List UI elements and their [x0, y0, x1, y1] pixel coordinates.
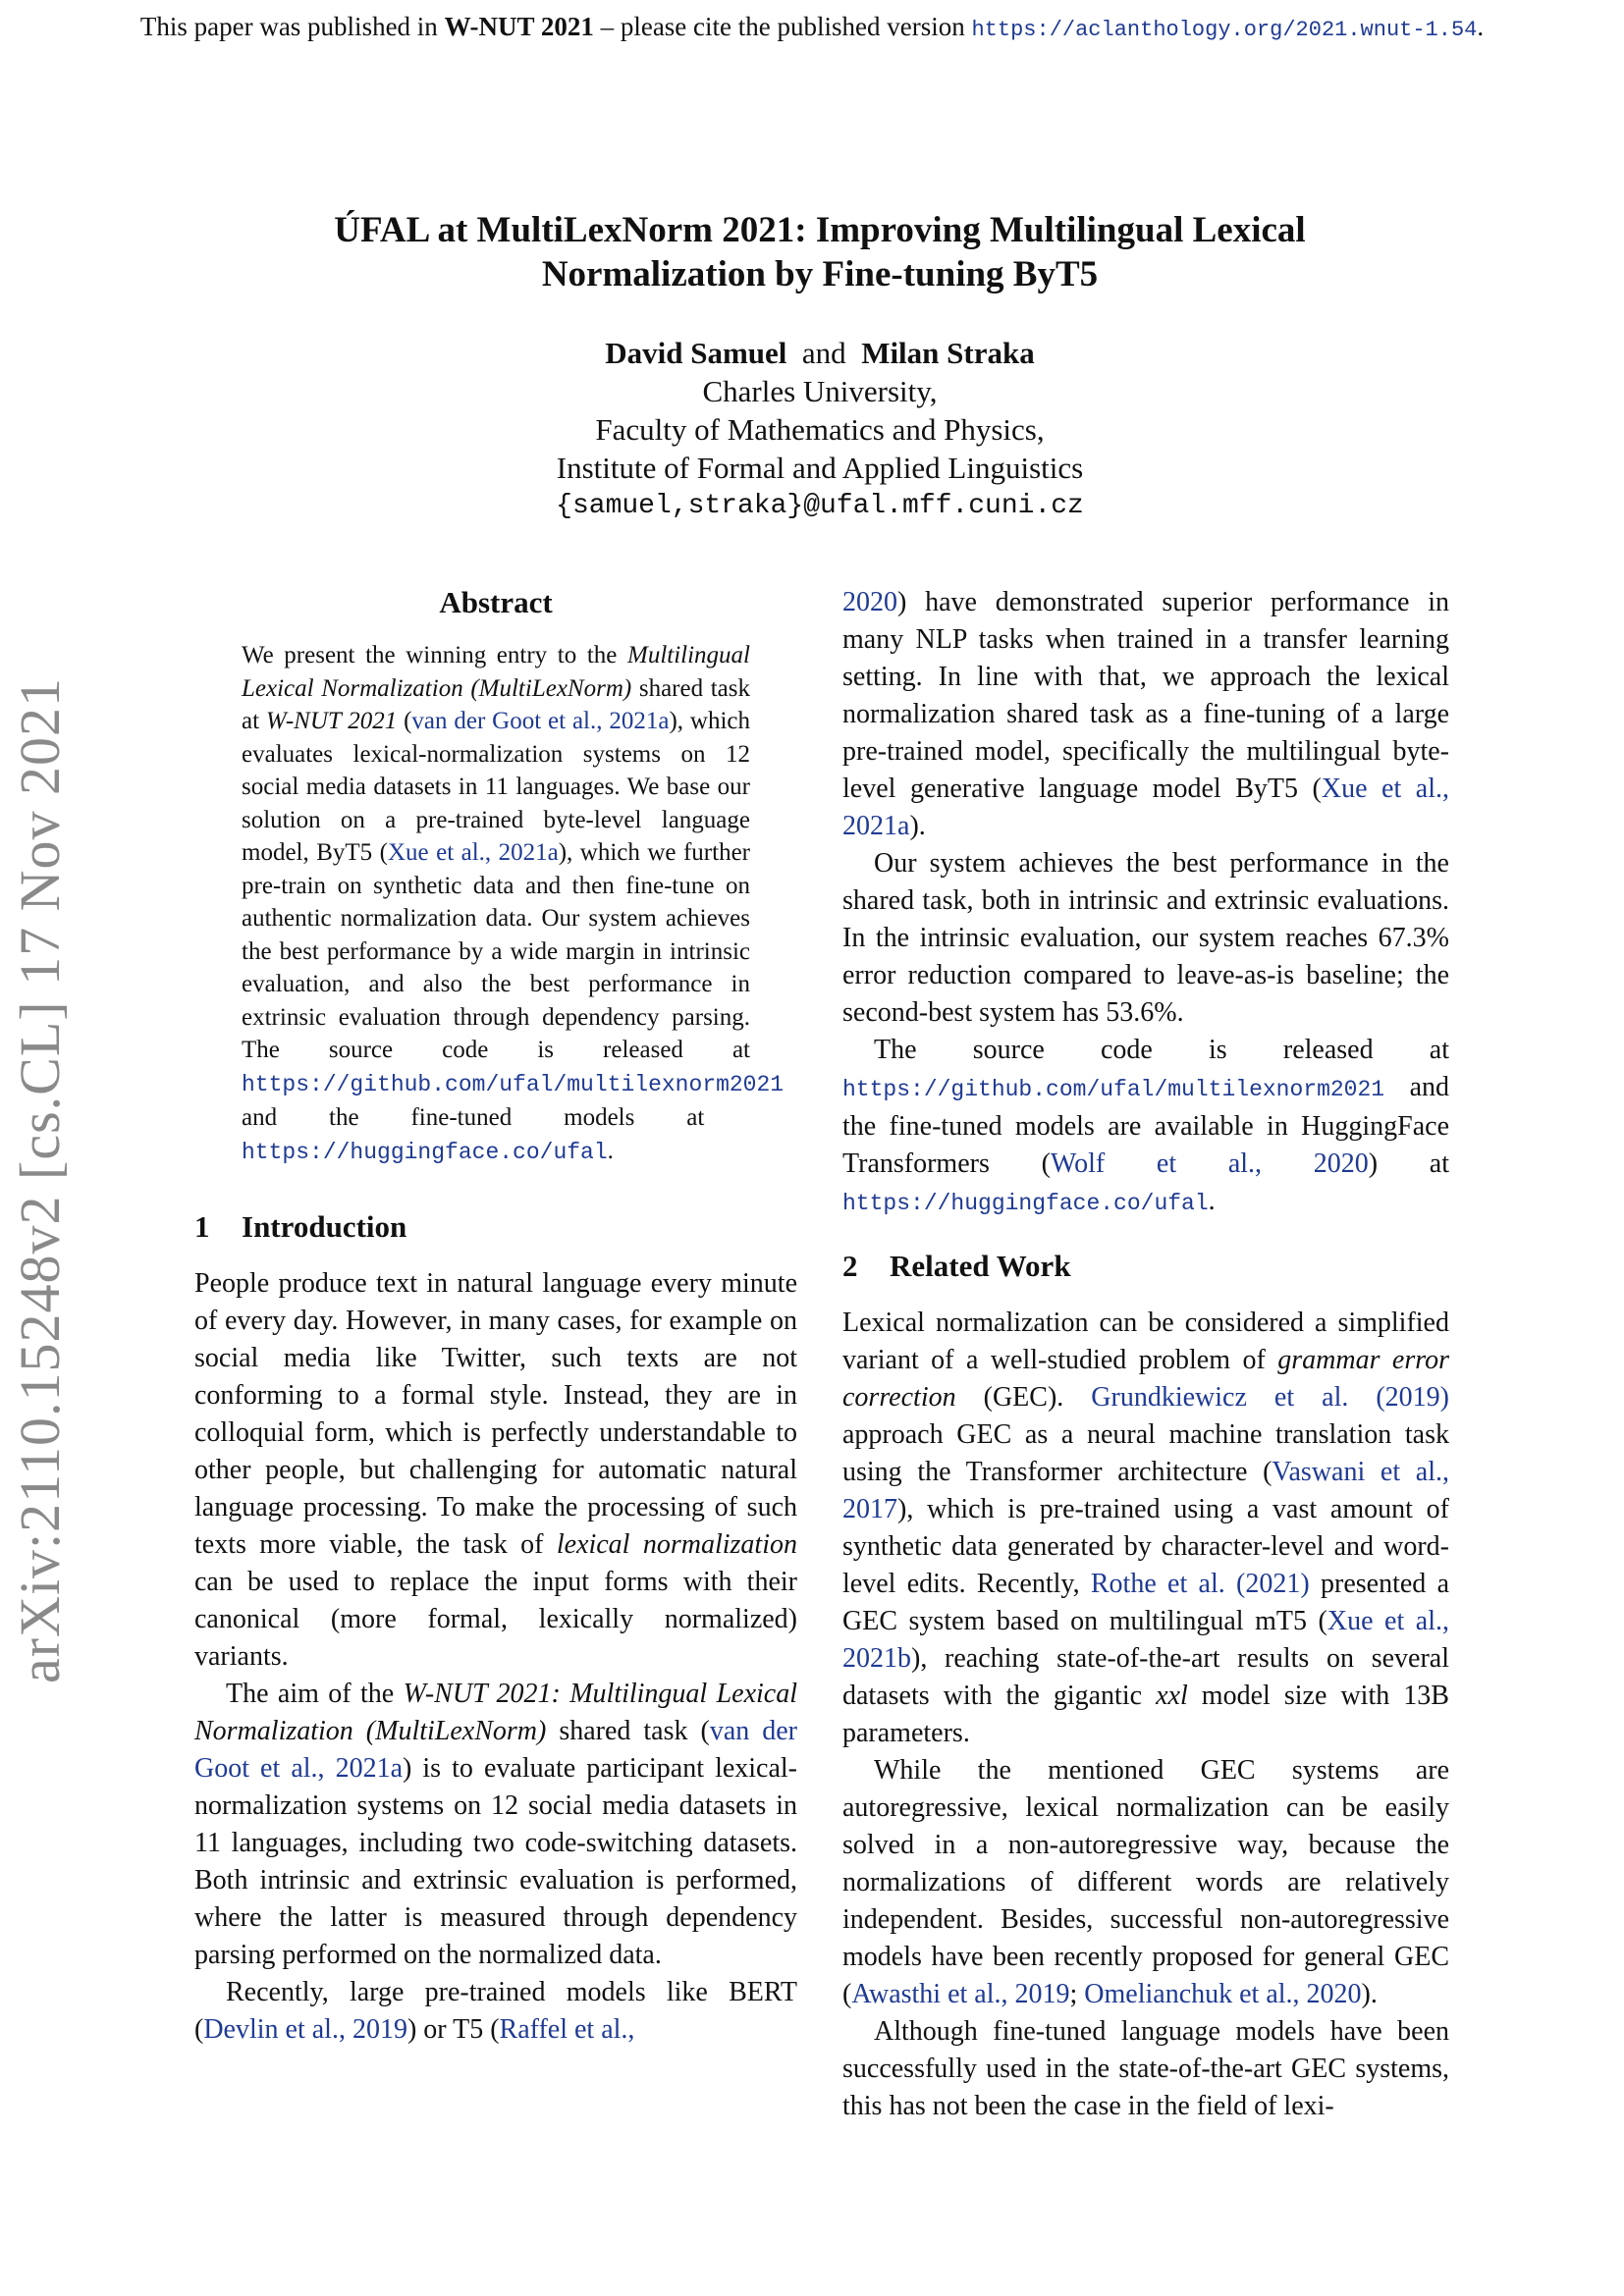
- author-2: Milan Straka: [861, 336, 1035, 370]
- paragraph-text: ), which is pre-trained using a vast amount of synthetic data generated by character-level and word-level edits. Recently,: [842, 1494, 1449, 1599]
- notice-prefix: This paper was published in: [139, 12, 445, 41]
- citation-link[interactable]: Awasthi et al., 2019: [851, 1979, 1070, 2009]
- author-block: [295, 334, 1345, 525]
- paragraph: [842, 1305, 1449, 1752]
- abstract-text: ), which we further pre-train on synthetic data and then fine-tune on authentic normalization data. Our system achieves the best performance by a wide margin in intrinsic evaluation, and also the best performance in extrinsic evaluation through dependency parsing. The source code is released at: [242, 839, 750, 1063]
- section-title: Introduction: [242, 1209, 407, 1244]
- paragraph-text: model size with 13B parameters.: [842, 1681, 1449, 1748]
- paragraph-text: ) at: [1368, 1148, 1449, 1179]
- abstract-body: [242, 639, 785, 1169]
- github-url-link[interactable]: https://github.com/ufal/multilexnorm2021: [842, 1077, 1385, 1102]
- paragraph: [194, 1974, 797, 2049]
- abstract-heading: Abstract: [439, 585, 553, 619]
- paragraph-italic: xxl: [1156, 1681, 1188, 1711]
- author-1: David Samuel: [605, 336, 787, 370]
- paragraph: [842, 1752, 1449, 2013]
- citation-link[interactable]: Omelianchuk et al., 2020: [1084, 1979, 1362, 2009]
- notice-end: .: [1477, 12, 1485, 41]
- abstract-text: shared task at: [242, 674, 750, 734]
- paragraph-text: ) or T5 (: [406, 2014, 500, 2045]
- huggingface-url-link[interactable]: https://huggingface.co/ufal: [242, 1139, 608, 1165]
- section-number: 1: [194, 1209, 210, 1244]
- paper-title: [236, 208, 1404, 296]
- notice-venue: W-NUT 2021: [444, 12, 594, 41]
- abstract-text: (: [397, 708, 412, 734]
- paragraph-italic: W-NUT 2021: Multilingual Lexical Normalization (MultiLexNorm): [194, 1679, 797, 1746]
- paragraph: Although fine-tuned language models have been successfully used in the state-of-the-art GEC systems, this has not been the case in the field of lexi-: [842, 2016, 1449, 2121]
- huggingface-url-link[interactable]: https://huggingface.co/ufal: [842, 1191, 1209, 1216]
- paragraph: [842, 584, 1449, 845]
- citation-link[interactable]: Xue et al., 2021a: [842, 774, 1449, 841]
- right-column: [842, 584, 1449, 2125]
- paragraph-text: (GEC).: [955, 1382, 1092, 1413]
- paragraph-italic: grammar error correction: [842, 1345, 1449, 1413]
- paragraph-text: ).: [1361, 1979, 1378, 2009]
- affiliation-2: Faculty of Mathematics and Physics,: [595, 412, 1045, 447]
- citation-link[interactable]: van der Goot et al., 2021a: [194, 1716, 797, 1784]
- author-email: {samuel,straka}@ufal.mff.cuni.cz: [556, 491, 1084, 521]
- paragraph-text: approach GEC as a neural machine translation task using the Transformer architecture (: [842, 1419, 1449, 1487]
- affiliation-1: Charles University,: [702, 374, 938, 408]
- paragraph: [194, 1676, 797, 1974]
- paragraph-text: ) have demonstrated superior performance in many NLP tasks when trained in a transfer learning setting. In line with that, we approach the lexical normalization shared task as a fine-tuning of a large pre-trained model, specifically the multilingual byte-level generative language model ByT5 (: [842, 587, 1449, 804]
- paragraph-text: Lexical normalization can be considered a simplified variant of a well-studied problem of: [842, 1308, 1449, 1375]
- section-heading-related-work: [842, 1248, 1449, 1285]
- paragraph-text: People produce text in natural language every minute of every day. However, in many cases, for example on social media like Twitter, such texts are not conforming to a formal style. Instead, they are in colloquial form, which is perfectly understandable to other people, but challenging for automatic natural language processing. To make the processing of such texts more viable, the task of: [194, 1268, 797, 1560]
- paragraph-text: The source code is released at: [874, 1035, 1449, 1065]
- citation-link[interactable]: Xue et al., 2021b: [842, 1606, 1449, 1674]
- arxiv-stamp: arXiv:2110.15248v2 [cs.CL] 17 Nov 2021: [8, 677, 72, 1683]
- paragraph-text: can be used to replace the input forms with their canonical (more formal, lexically normalized) variants.: [194, 1567, 797, 1672]
- section-heading-introduction: [194, 1208, 797, 1246]
- paragraph-text: ), reaching state-of-the-art results on several datasets with the gigantic: [842, 1643, 1449, 1711]
- notice-url-link[interactable]: https://aclanthology.org/2021.wnut-1.54: [971, 18, 1478, 42]
- paragraph-text: ) is to evaluate participant lexical-normalization systems on 12 social media datasets in 11 languages, including two code-switching datasets. Both intrinsic and extrinsic evaluation is performed, where the latter is measured through dependency parsing performed on the normalized data.: [194, 1753, 798, 1970]
- paragraph-text: ;: [1069, 1979, 1085, 2009]
- abstract-italic: Multilingual Lexical Normalization (MultiLexNorm): [242, 642, 750, 702]
- abstract-text: .: [607, 1137, 614, 1164]
- paragraph-text: The aim of the: [226, 1679, 404, 1709]
- left-column: [194, 584, 797, 2049]
- citation-link[interactable]: 2020: [842, 587, 897, 617]
- abstract-italic: W-NUT 2021: [265, 708, 398, 734]
- citation-link[interactable]: Raffel et al.,: [499, 2014, 635, 2045]
- paragraph-text: shared task (: [546, 1716, 710, 1746]
- citation-link[interactable]: Xue et al., 2021a: [387, 839, 559, 866]
- paragraph-italic: lexical normalization: [556, 1529, 797, 1560]
- citation-link[interactable]: Devlin et al., 2019: [203, 2014, 407, 2045]
- citation-link[interactable]: van der Goot et al., 2021a: [411, 708, 670, 734]
- paragraph-text: ).: [909, 811, 926, 841]
- affiliation-3: Institute of Formal and Applied Linguistics: [556, 451, 1084, 485]
- citation-link[interactable]: Wolf et al., 2020: [1050, 1148, 1369, 1179]
- paragraph-text: presented a GEC system based on multilingual mT5 (: [842, 1569, 1449, 1636]
- paragraph: [842, 1032, 1449, 1222]
- citation-link[interactable]: Vaswani et al., 2017: [842, 1457, 1449, 1524]
- paragraph-text: and the fine-tuned models are available in HuggingFace Transformers (: [842, 1072, 1449, 1179]
- github-url-link[interactable]: https://github.com/ufal/multilexnorm2021: [242, 1071, 785, 1097]
- paragraph-text: While the mentioned GEC systems are autoregressive, lexical normalization can be easily solved in a non-autoregressive way, because the normalizations of different words are relatively independent. Besides, successful non-autoregressive models have been recently proposed for general GEC (: [842, 1755, 1449, 2009]
- publication-notice: [0, 10, 1624, 47]
- citation-link[interactable]: Rothe et al. (2021): [1090, 1569, 1310, 1599]
- paragraph: Our system achieves the best performance in the shared task, both in intrinsic and extrinsic evaluations. In the intrinsic evaluation, our system reaches 67.3% error reduction compared to leave-as-is baseline; the second-best system has 53.6%.: [842, 848, 1449, 1028]
- paragraph: [194, 1265, 797, 1676]
- abstract-text: ), which evaluates lexical-normalization systems on 12 social media datasets in 11 languages. We base our solution on a pre-trained byte-level language model, ByT5 (: [242, 708, 751, 866]
- notice-middle: – please cite the published version: [593, 12, 972, 41]
- citation-link[interactable]: Grundkiewicz et al. (2019): [1091, 1382, 1450, 1413]
- section-number: 2: [842, 1249, 858, 1283]
- title-line-2: Normalization by Fine-tuning ByT5: [541, 254, 1099, 294]
- paragraph-text: Recently, large pre-trained models like BERT (: [194, 1977, 797, 2045]
- title-line-1: ÚFAL at MultiLexNorm 2021: Improving Multilingual Lexical: [334, 210, 1306, 250]
- abstract-text: We present the winning entry to the: [242, 642, 627, 668]
- paragraph-text: .: [1208, 1186, 1216, 1216]
- section-title: Related Work: [890, 1249, 1071, 1283]
- author-and: and: [801, 336, 846, 370]
- abstract-text: and the fine-tuned models at: [242, 1104, 705, 1131]
